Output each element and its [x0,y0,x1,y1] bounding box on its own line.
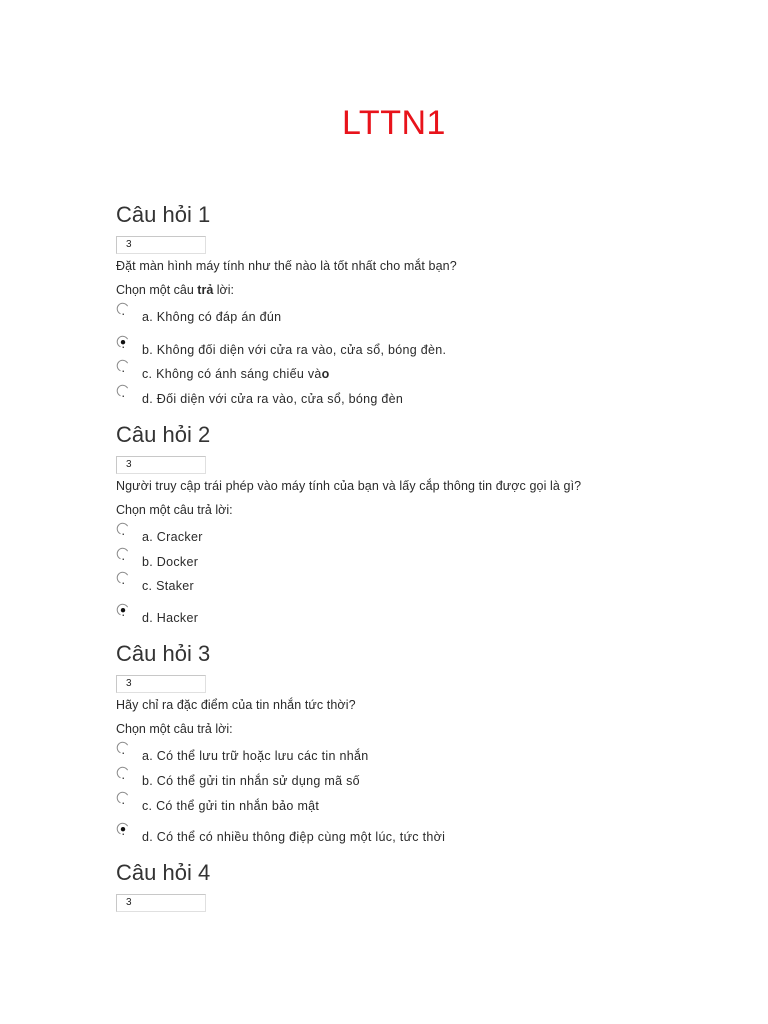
question-heading: Câu hỏi 2 [116,422,211,447]
score-field[interactable]: 3 [116,675,206,693]
radio-checked-icon[interactable] [116,335,130,349]
question-heading: Câu hỏi 1 [116,202,211,227]
option-label-bold: o [321,367,330,381]
radio-checked-icon[interactable] [116,603,130,617]
radio-unchecked-icon[interactable] [116,741,130,755]
radio-unchecked-icon[interactable] [116,791,130,805]
document-title: LTTN1 [342,104,446,142]
option-label: c. Staker [142,579,195,593]
answer-prompt: Chọn một câu trả lời: [116,722,233,736]
radio-unchecked-icon[interactable] [116,384,130,398]
option-label: a. Có thể lưu trữ hoặc lưu các tin nhắn [142,749,369,763]
option-label-text: c. Không có ánh sáng chiếu và [142,367,322,381]
option-label [142,367,330,381]
prompt-bold: trả [197,283,214,297]
question-text: Người truy cập trái phép vào máy tính của bạn và lấy cắp thông tin được gọi là gì? [116,479,582,493]
radio-unchecked-icon[interactable] [116,359,130,373]
option-label: d. Có thể có nhiều thông điệp cùng một lúc, tức thời [142,830,446,844]
score-field[interactable]: 3 [116,456,206,474]
option-label: c. Có thể gửi tin nhắn bảo mật [142,799,320,813]
prompt-end: lời: [213,283,234,297]
prompt-start: Chọn một câu [116,283,198,297]
option-label: d. Hacker [142,611,199,625]
answer-prompt [116,283,234,297]
option-label: a. Không có đáp án đún [142,310,282,324]
question-heading: Câu hỏi 3 [116,641,211,666]
answer-prompt: Chọn một câu trả lời: [116,503,233,517]
option-label: b. Có thể gửi tin nhắn sử dụng mã số [142,774,360,788]
radio-unchecked-icon[interactable] [116,766,130,780]
radio-unchecked-icon[interactable] [116,571,130,585]
question-text: Hãy chỉ ra đặc điểm của tin nhắn tức thời? [116,698,356,712]
radio-checked-icon[interactable] [116,822,130,836]
score-field[interactable]: 3 [116,236,206,254]
radio-unchecked-icon[interactable] [116,547,130,561]
option-label: d. Đối diện với cửa ra vào, cửa sổ, bóng đèn [142,392,404,406]
score-field[interactable]: 3 [116,894,206,912]
question-text: Đặt màn hình máy tính như thế nào là tốt nhất cho mắt bạn? [116,259,457,273]
radio-unchecked-icon[interactable] [116,522,130,536]
option-label: b. Không đối diện với cửa ra vào, cửa sổ, bóng đèn. [142,343,447,357]
question-heading: Câu hỏi 4 [116,860,211,885]
option-label: a. Cracker [142,530,203,544]
option-label: b. Docker [142,555,199,569]
radio-unchecked-icon[interactable] [116,302,130,316]
